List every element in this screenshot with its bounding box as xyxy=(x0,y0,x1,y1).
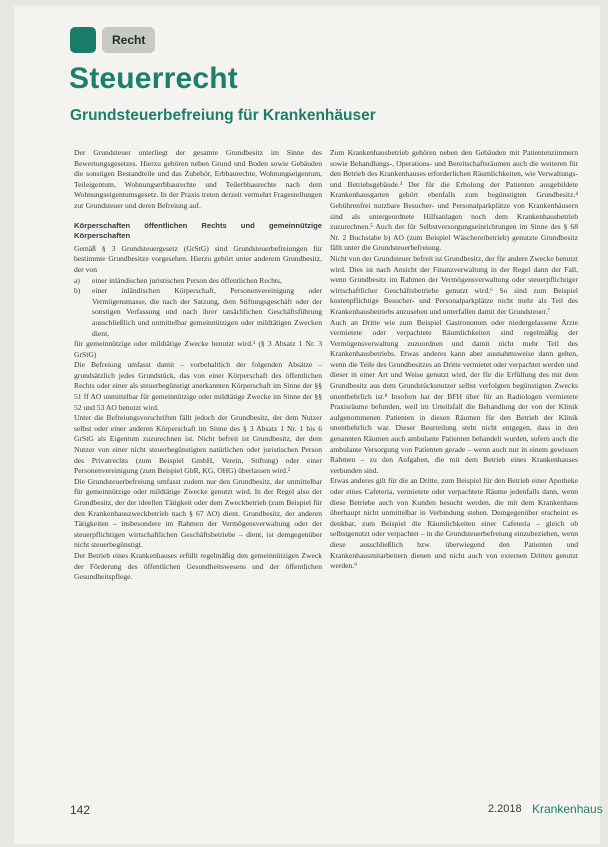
body-paragraph: Nicht von der Grundsteuer befreit ist Grundbesitz, der für andere Zwecke benutzt wird. Dies ist nach Ansicht der Finanzverwaltung in der Regel dann der Fall, wenn Grundbesitz im Rahmen der Vermögensverwaltung oder steuerpflichtiger wirtschaftlicher Geschäftsbetriebe genutzt wird.⁶ So sind zum Beispiel kostenpflichtige Besucher- und Personalparkplätze nicht mehr als Teil des Krankenhausbetriebs anzusehen und unterfallen damit der Grundsteuer.⁷ xyxy=(330,253,578,316)
body-paragraph: Gemäß § 3 Grundsteuergesetz (GrStG) sind Grundsteuerbefreiungen für bestimmte Grundbesitze vorgesehen. Hierzu gehört unter anderem Grundbesitz, der von xyxy=(74,243,322,274)
page-footer xyxy=(70,801,603,821)
body-paragraph: Etwas anderes gilt für die an Dritte, zum Beispiel für den Betrieb einer Apotheke oder eines Cafeteria, vermietete oder verpachtete Räume jedenfalls dann, wenn diese Betriebe auch von Kunden besucht werden, die mit dem Krankenhaus überhaupt nicht unmittelbar in Verbindung stehen. Demgegenüber erscheint es denkbar, zum Beispiel die Räumlichkeiten einer Cafeteria – gleich ob selbstgenutzt oder verpachtet – in die Grundsteuerbefreiung einzubeziehen, wenn diese ausschließlich bzw. überwiegend den Patienten und Krankenhausmitarbeitern dienen und nicht auch von externen Dritten genutzt werden.⁹ xyxy=(330,476,578,571)
left-column xyxy=(74,148,322,583)
article-title: Steuerrecht xyxy=(69,62,238,95)
magazine-brand: Krankenhaus xyxy=(532,802,603,816)
body-paragraph: für gemeinnützige oder mildtätige Zwecke benutzt wird.¹ (§ 3 Absatz 1 Nr. 3 GrStG) xyxy=(74,339,322,359)
intro-paragraph: Der Grundsteuer unterliegt der gesamte Grundbesitz im Sinne des Bewertungsgesetzes. Hierzu gehören neben Grund und Boden sowie Gebäuden die sonstigen Bestandteile und das Zubehör, Erbbaurechte, Wohnungseigentum, Teileigentum, Wohnungserbbaurechte und Teilerbbaurechte nach dem Wohnungseigentumsgesetz. In der Praxis treten derzeit vermehrt Fragestellungen zur Grundsteuer und deren Befreiung auf. xyxy=(74,148,322,210)
list-item xyxy=(74,286,322,339)
body-paragraph: Zum Krankenhausbetrieb gehören neben den Gebäuden mit Patientenzimmern sowie Behandlungs-, Operations- und Bereitschaftsräumen auch die weiteren für den Betrieb des Krankenhauses erforderlichen Räumlichkeiten, wie Verwaltungs- und Betriebsgebäude.³ Der für die Erholung der Patienten ausgebildete Krankenhausgarten gehört ebenfalls zum begünstigten Grundbesitz.⁴ Gebührenfrei nutzbare Besucher- und Personalparkplätze von Krankenhäusern sind als untergeordnete Hilfsanlagen noch dem Krankenhausbetrieb zuzurechnen.⁵ Auch der für Selbstversorgungseinrichtungen im Sinne des § 68 Nr. 2 Buchstabe b) AO (zum Beispiel Wäschereibetrieb) genutzte Grundbesitz fällt unter die Grundsteuerbefreiung. xyxy=(330,148,578,253)
article-subtitle: Grundsteuerbefreiung für Krankenhäuser xyxy=(70,107,376,124)
list-text: einer inländischen juristischen Person des öffentlichen Rechts, xyxy=(92,275,282,285)
list-marker: b) xyxy=(74,286,81,296)
right-column xyxy=(330,148,578,572)
body-paragraph: Auch an Dritte wie zum Beispiel Gastronomen oder niedergelassene Ärzte vermietete oder verpachtete Räumlichkeiten sind regelmäßig der Vermögensverwaltung zuzuordnen und damit nicht mehr Teil des Krankenhausbetriebs. Etwas anderes kann aber ausnahmsweise dann gelten, wenn die Teile des Grundbesitzes an Dritte vermietet oder verpachtet werden und dieser in einer Art und Weise genutzt wird, der für die Erfüllung des mit dem Grundbesitz aus dem Grundstücksnutzer selbst verfolgten begünstigten Zwecks unentbehrlich ist.⁸ Insofern hat der BFH über für an Radiologen vermietete Praxisräume befunden, weil im Urteilsfall die Behandlung der von der Klinik aufgenommenen Patienten in diesen Räumen für den Betrieb der Klinik unentbehrlich war. Dieser Beurteilung steht nicht entgegen, dass in den genannten Räumen auch ambulante Patienten behandelt wurden, sofern auch die ambulante Versorgung von Patienten gerade – wenn auch nur in einem gewissen Rahmen – zu den Aufgaben, die mit dem Betrieb eines Krankenhauses verbunden sind. xyxy=(330,317,578,475)
section-heading: Körperschaften öffentlichen Rechts und gemeinnützige Körperschaften xyxy=(74,220,322,241)
issue-number: 2.2018 xyxy=(488,803,522,815)
list-text: einer inländischen Körperschaft, Personenvereinigung oder Vermögensmasse, die nach der Satzung, dem Stiftungsgeschäft oder der sonstigen Verfassung und nach ihrer tatsächlichen Geschäftsführung ausschließlich und unmittelbar gemeinnützigen oder mildtätigen Zwecken dient, xyxy=(92,286,322,338)
body-paragraph: Die Befreiung umfasst damit – vorbehaltlich der folgenden Absätze – grundsätzlich jedes Grundstück, das von einer Körperschaft des öffentlichen Rechts oder einer als steuerbegünstigt anerkannten Körperschaft im Sinne der §§ 51 ff AO unmittelbar für gemeinnützige oder mildtätige Zwecke im Sinne der §§ 52 und 53 AO benutzt wird. xyxy=(74,360,322,412)
section-tag-label: Recht xyxy=(102,27,155,53)
section-tag xyxy=(70,24,155,56)
list-item xyxy=(74,276,322,287)
page xyxy=(14,6,603,844)
body-paragraph: Der Betrieb eines Krankenhauses erfüllt regelmäßig den gemeinnützigen Zweck der Förderung des öffentlichen Gesundheitswesens und der öffentlichen Gesundheitspflege. xyxy=(74,550,322,582)
body-paragraph: Die Grundsteuerbefreiung umfasst zudem nur den Grundbesitz, der unmittelbar für gemeinnützige oder mildtätige Zwecke genutzt wird. In der Regel also der Grundbesitz, der der ideellen Tätigkeit oder dem Zweckbetrieb (zum Beispiel für den Krankenhauszweckbetrieb nach § 67 AO) dient. Grundbesitz, der anderen Tätigkeiten – insbesondere im Rahmen der Vermögensverwaltung oder der steuerpflichtigen wirtschaftlichen Geschäftsbetriebe – dient, ist demgegenüber nicht steuerbegünstigt. xyxy=(74,476,322,550)
section-tag-square xyxy=(70,27,96,53)
page-number: 142 xyxy=(70,803,91,817)
list-marker: a) xyxy=(74,275,80,285)
body-paragraph: Unter die Befreiungsvorschriften fällt jedoch der Grundbesitz, der dem Nutzer selbst oder einer anderen Körperschaft im Sinne des § 3 Absatz 1 Nr. 1 bis 6 GrStG als Eigentum zuzurechnen ist. Nicht befreit ist Grundbesitz, der dem Nutzer von einer nicht steuerbegünstigten natürlichen oder juristischen Person des Privatrechts (zum Beispiel GmbH, Verein, Stiftung) oder einer Personenvereinigung (zum Beispiel GbR, KG, OHG) überlassen wird.² xyxy=(74,413,322,476)
